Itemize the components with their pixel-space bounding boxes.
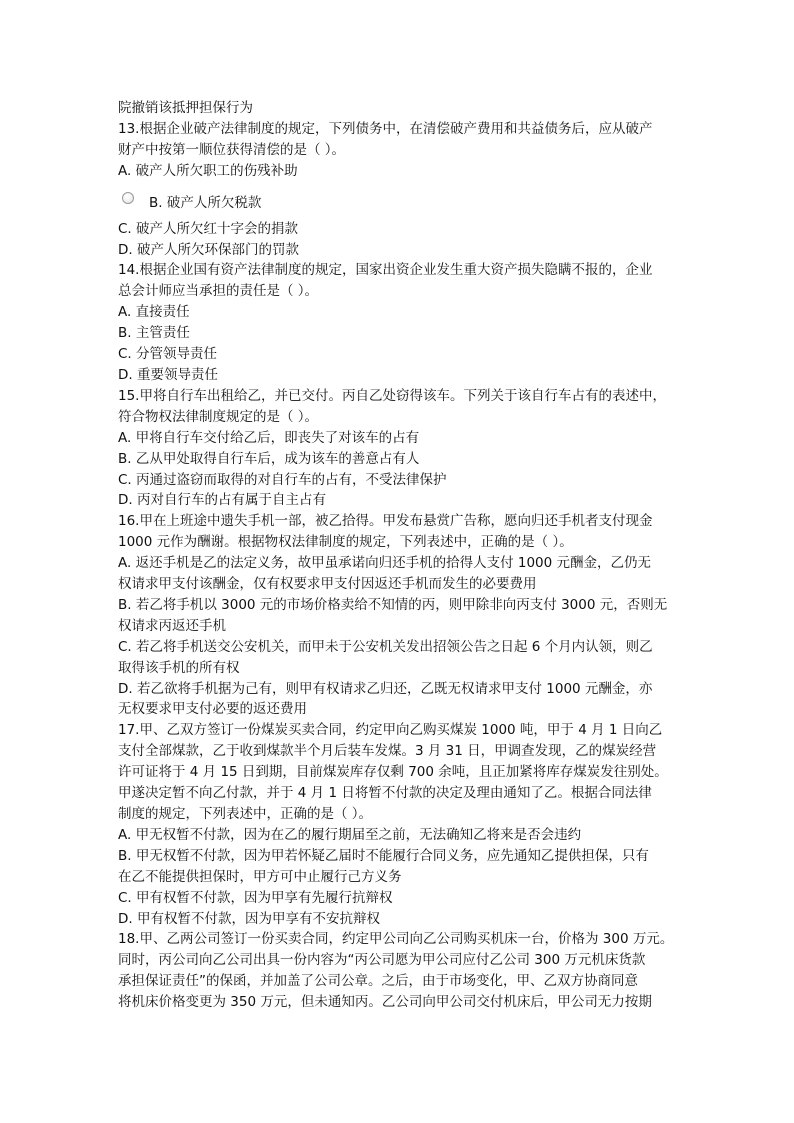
question-13-option-d: D. 破产人所欠环保部门的罚款 [118, 241, 299, 258]
radio-button-icon[interactable] [122, 192, 134, 204]
question-14-option-a: A. 直接责任 [118, 304, 190, 321]
question-18-line-2: 同时，丙公司向乙公司出具一份内容为“丙公司愿为甲公司应付乙公司 300 万元机床货款 [118, 952, 646, 969]
question-14-option-b: B. 主管责任 [118, 325, 190, 342]
question-17-line-5: 制度的规定，下列表述中，正确的是（ ）。 [118, 806, 373, 822]
document-page [118, 98, 688, 1013]
question-15-option-a: A. 甲将自行车交付给乙后，即丧失了对该车的占有 [118, 429, 420, 446]
question-13-line-1: 13.根据企业破产法律制度的规定，下列债务中，在清偿破产费用和共益债务后，应从破产 [118, 120, 653, 137]
question-16-line-1: 16.甲在上班途中遗失手机一部，被乙拾得。甲发布悬赏广告称，愿向归还手机者支付现金 [118, 513, 653, 530]
question-14-line-2: 总会计师应当承担的责任是（ ）。 [118, 283, 319, 300]
question-17-option-b-line-1: B. 甲无权暂不付款，因为甲若怀疑乙届时不能履行合同义务，应先通知乙提供担保，只有 [118, 847, 649, 864]
intro-line: 院撤销该抵押担保行为 [118, 100, 253, 116]
question-13-option-b-row[interactable] [118, 185, 688, 217]
question-15-option-c: C. 丙通过盗窃而取得的对自行车的占有，不受法律保护 [118, 471, 447, 488]
question-17-line-2: 支付全部煤款，乙于收到煤款半个月后装车发煤。3 月 31 日，甲调查发现，乙的煤炭经营 [118, 743, 657, 760]
question-18-line-1: 18.甲、乙两公司签订一份买卖合同，约定甲公司向乙公司购买机床一台，价格为 300 万元。 [118, 931, 674, 948]
question-14-option-c: C. 分管领导责任 [118, 346, 218, 363]
question-16-option-b-line-2: 权请求丙返还手机 [118, 617, 226, 634]
question-13-line-2: 财产中按第一顺位获得清偿的是（ ）。 [118, 141, 346, 158]
question-17-line-1: 17.甲、乙双方签订一份煤炭买卖合同，约定甲向乙购买煤炭 1000 吨，甲于 4 月 1 日向乙 [118, 722, 663, 739]
question-17-line-3: 许可证将于 4 月 15 日到期，目前煤炭库存仅剩 700 余吨，且正加紧将库存煤炭发往别处。 [118, 764, 668, 781]
question-16-option-b-line-1: B. 若乙将手机以 3000 元的市场价格卖给不知情的丙，则甲除非向丙支付 3000 元，否则无 [118, 596, 668, 613]
question-16-line-2: 1000 元作为酬谢。根据物权法律制度的规定，下列表述中，正确的是（ ）。 [118, 534, 573, 551]
question-15-option-b: B. 乙从甲处取得自行车后，成为该车的善意占有人 [118, 450, 420, 467]
question-16-option-c-line-2: 取得该手机的所有权 [118, 659, 240, 676]
question-17-option-d: D. 甲有权暂不付款，因为甲享有不安抗辩权 [118, 910, 380, 927]
question-16-option-a-line-2: 权请求甲支付该酬金，仅有权要求甲支付因返还手机而发生的必要费用 [118, 576, 537, 593]
question-14-option-d: D. 重要领导责任 [118, 366, 218, 383]
question-16-option-d-line-2: 无权要求甲支付必要的返还费用 [118, 701, 307, 718]
question-15-line-2: 符合物权法律制度规定的是（ ）。 [118, 408, 319, 425]
question-18-line-3: 承担保证责任”的保函，并加盖了公司公章。之后，由于市场变化，甲、乙双方协商同意 [118, 973, 638, 990]
question-16-option-d-line-1: D. 若乙欲将手机据为己有，则甲有权请求乙归还，乙既无权请求甲支付 1000 元酬金，亦 [118, 680, 653, 697]
question-16-option-a-line-1: A. 返还手机是乙的法定义务，故甲虽承诺向归还手机的拾得人支付 1000 元酬金，乙仍无 [118, 555, 652, 572]
question-17-line-4: 甲遂决定暂不向乙付款，并于 4 月 1 日将暂不付款的决定及理由通知了乙。根据合同法律 [118, 785, 652, 802]
question-15-option-d: D. 丙对自行车的占有属于自主占有 [118, 492, 326, 509]
question-17-option-b-line-2: 在乙不能提供担保时，甲方可中止履行己方义务 [118, 868, 402, 885]
question-14-line-1: 14.根据企业国有资产法律制度的规定，国家出资企业发生重大资产损失隐瞒不报的，企业 [118, 262, 653, 279]
question-16-option-c-line-1: C. 若乙将手机送交公安机关，而甲未于公安机关发出招领公告之日起 6 个月内认领，则乙 [118, 638, 653, 655]
question-17-option-c: C. 甲有权暂不付款，因为甲享有先履行抗辩权 [118, 889, 393, 906]
question-13-option-c: C. 破产人所欠红十字会的捐款 [118, 220, 299, 237]
question-18-line-4: 将机床价格变更为 350 万元，但未通知丙。乙公司向甲公司交付机床后，甲公司无力按期 [118, 994, 652, 1011]
question-13-option-a: A. 破产人所欠职工的伤残补助 [118, 162, 298, 179]
question-13-option-b: B. 破产人所欠税款 [149, 194, 262, 211]
question-17-option-a: A. 甲无权暂不付款，因为在乙的履行期届至之前，无法确知乙将来是否会违约 [118, 826, 582, 843]
question-15-line-1: 15.甲将自行车出租给乙，并已交付。丙自乙处窃得该车。下列关于该自行车占有的表述中， [118, 387, 666, 404]
